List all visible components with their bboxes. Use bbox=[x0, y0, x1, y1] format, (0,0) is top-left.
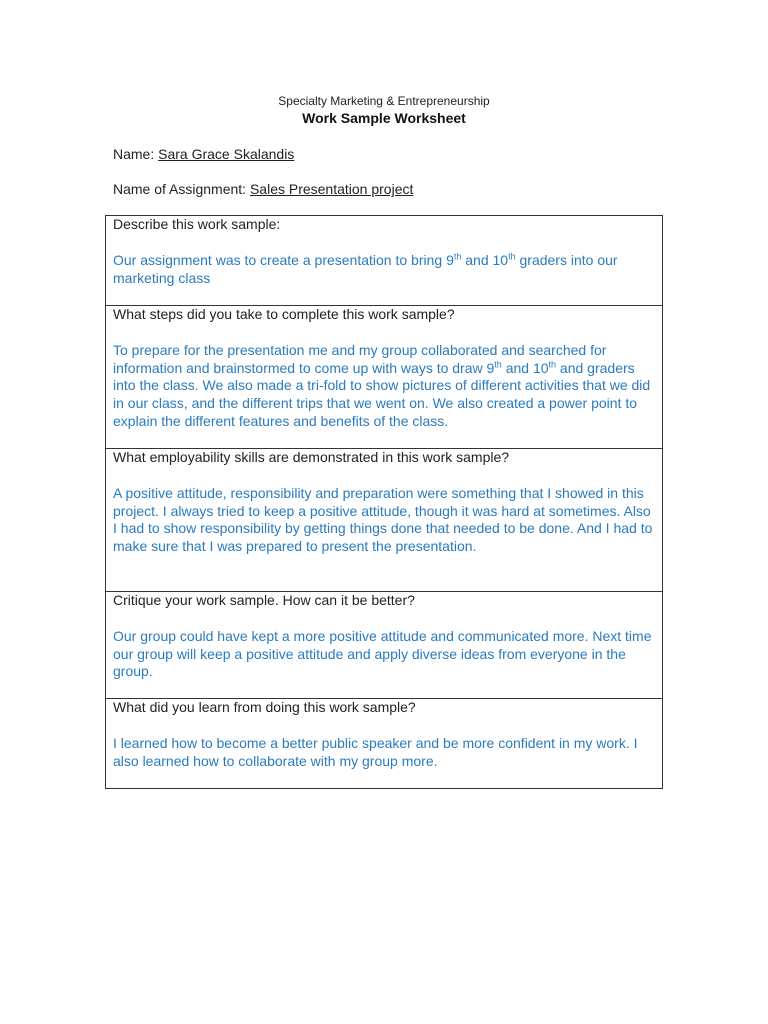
question-steps: What steps did you take to complete this work sample? bbox=[113, 306, 455, 322]
question-critique: Critique your work sample. How can it be better? bbox=[113, 592, 415, 608]
section-row-skills bbox=[106, 449, 663, 592]
name-value: Sara Grace Skalandis bbox=[158, 146, 295, 162]
section-row-learned bbox=[106, 699, 663, 789]
assignment-label: Name of Assignment: bbox=[113, 181, 250, 197]
section-cell bbox=[106, 699, 663, 789]
answer-text: graders into our marketing class bbox=[113, 251, 618, 286]
worksheet-table bbox=[105, 215, 663, 789]
question-describe: Describe this work sample: bbox=[113, 216, 281, 232]
answer-text: and graders into the class. We also made a tri-fold to show pictures of different activities that we did in our class, and the different trips that we went on. We also created a power point to explain the different features and benefits of the class. bbox=[113, 359, 651, 429]
answer-critique: Our group could have kept a more positive attitude and communicated more. Next time our group will keep a positive attitude and apply diverse ideas from everyone in the group. bbox=[113, 627, 652, 680]
assignment-name-field bbox=[113, 180, 413, 198]
section-row-steps bbox=[106, 306, 663, 449]
superscript: th bbox=[508, 251, 516, 262]
section-cell bbox=[106, 306, 663, 449]
answer-describe bbox=[113, 252, 655, 288]
section-row-critique bbox=[106, 592, 663, 699]
name-label: Name: bbox=[113, 146, 159, 162]
answer-skills: A positive attitude, responsibility and preparation were something that I showed in this project. I always tried to keep a positive attitude, though it was hard at sometimes. Also I had to show responsibility by getting things done that needed to be done. And I had to make sure that I was prepared to present the presentation. bbox=[113, 484, 653, 555]
answer-text: and 10 bbox=[461, 251, 509, 268]
worksheet-title: Work Sample Worksheet bbox=[302, 110, 466, 126]
question-learned: What did you learn from doing this work sample? bbox=[113, 699, 416, 715]
answer-text: and 10 bbox=[501, 359, 549, 376]
question-skills: What employability skills are demonstrated in this work sample? bbox=[113, 449, 510, 465]
section-row-describe bbox=[106, 216, 663, 306]
section-cell bbox=[106, 449, 663, 592]
student-name-field bbox=[113, 145, 294, 163]
answer-steps bbox=[113, 342, 655, 431]
assignment-value: Sales Presentation project bbox=[249, 181, 414, 197]
course-subtitle: Specialty Marketing & Entrepreneurship bbox=[278, 94, 490, 108]
section-cell bbox=[106, 216, 663, 306]
superscript: th bbox=[453, 251, 462, 262]
answer-text: To prepare for the presentation me and my group collaborated and searched for information and brainstormed to come up with ways to draw 9 bbox=[113, 341, 607, 376]
answer-text: Our assignment was to create a presentation to bring 9 bbox=[113, 251, 454, 268]
answer-learned: I learned how to become a better public speaker and be more confident in my work. I also learned how to collaborate with my group more. bbox=[113, 734, 638, 769]
section-cell bbox=[106, 592, 663, 699]
superscript: th bbox=[548, 358, 557, 369]
superscript: th bbox=[494, 358, 502, 369]
